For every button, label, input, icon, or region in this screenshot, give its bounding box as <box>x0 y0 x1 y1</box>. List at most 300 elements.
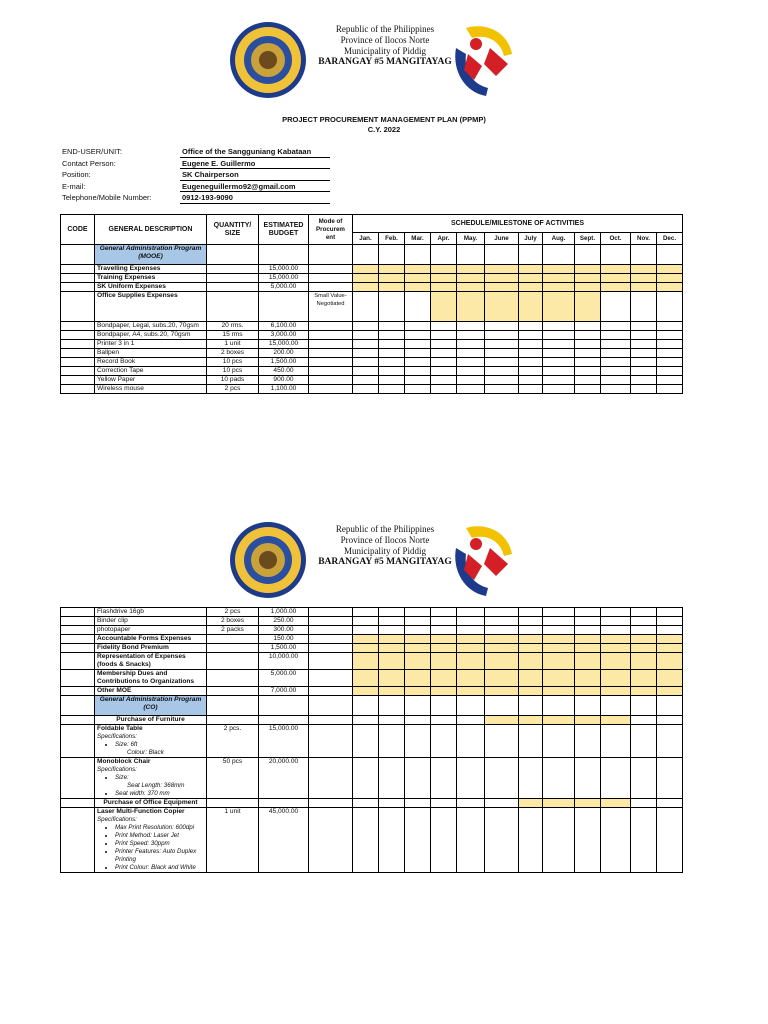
budget-cell <box>259 696 309 716</box>
schedule-cell <box>431 758 457 799</box>
schedule-cell <box>457 608 485 617</box>
month-header: Apr. <box>431 233 457 245</box>
qty-cell <box>207 644 259 653</box>
budget-cell: 1,100.00 <box>259 385 309 394</box>
spec-list <box>97 741 204 749</box>
schedule-cell <box>379 358 405 367</box>
schedule-cell <box>543 635 575 644</box>
schedule-cell <box>575 385 601 394</box>
schedule-cell <box>631 725 657 758</box>
description-cell <box>95 617 207 626</box>
schedule-cell <box>431 331 457 340</box>
schedule-cell <box>405 349 431 358</box>
schedule-cell <box>353 808 379 873</box>
schedule-cell <box>519 385 543 394</box>
schedule-cell <box>601 670 631 687</box>
qty-cell: 20 rms. <box>207 322 259 331</box>
budget-cell: 45,000.00 <box>259 808 309 873</box>
schedule-cell <box>485 292 519 322</box>
mode-cell <box>309 367 353 376</box>
spec-line: Colour: Black <box>127 749 164 756</box>
description-cell <box>95 376 207 385</box>
schedule-cell <box>379 696 405 716</box>
month-header: Dec. <box>657 233 683 245</box>
schedule-cell <box>543 653 575 670</box>
schedule-cell <box>657 725 683 758</box>
schedule-cell <box>405 283 431 292</box>
schedule-cell <box>431 608 457 617</box>
header-line: Municipality of Piddig <box>344 46 426 56</box>
info-row <box>62 192 330 204</box>
description-cell <box>95 265 207 274</box>
schedule-cell <box>379 292 405 322</box>
mode-cell <box>309 376 353 385</box>
qty-cell <box>207 283 259 292</box>
schedule-cell <box>353 758 379 799</box>
schedule-cell <box>543 245 575 265</box>
schedule-cell <box>405 385 431 394</box>
qty-cell: 2 pcs <box>207 385 259 394</box>
schedule-cell <box>519 274 543 283</box>
schedule-cell <box>631 799 657 808</box>
schedule-cell <box>657 644 683 653</box>
schedule-cell <box>379 758 405 799</box>
schedule-cell <box>485 367 519 376</box>
table-row <box>61 808 683 873</box>
schedule-cell <box>575 283 601 292</box>
program-row <box>61 245 683 265</box>
code-cell <box>61 799 95 808</box>
schedule-cell <box>405 340 431 349</box>
schedule-cell <box>353 653 379 670</box>
budget-cell: 1,000.00 <box>259 608 309 617</box>
schedule-cell <box>431 626 457 635</box>
column-header-schedule: SCHEDULE/MILESTONE OF ACTIVITIES <box>353 215 683 233</box>
schedule-cell <box>405 274 431 283</box>
code-cell <box>61 245 95 265</box>
info-value: SK Chairperson <box>180 169 330 181</box>
qty-cell: 2 packs <box>207 626 259 635</box>
description-text: Purchase of Office Equipment <box>103 799 198 806</box>
schedule-cell <box>631 283 657 292</box>
description-text: Purchase of Furniture <box>116 716 185 723</box>
schedule-cell <box>519 265 543 274</box>
mode-cell <box>309 265 353 274</box>
qty-cell: 1 unit <box>207 340 259 349</box>
qty-cell <box>207 635 259 644</box>
schedule-cell <box>543 367 575 376</box>
schedule-cell <box>405 292 431 322</box>
schedule-cell <box>379 716 405 725</box>
mode-cell <box>309 799 353 808</box>
code-cell <box>61 670 95 687</box>
schedule-cell <box>519 808 543 873</box>
column-header-quantity: QUANTITY/ SIZE <box>207 215 259 245</box>
table-row <box>61 376 683 385</box>
schedule-cell <box>601 376 631 385</box>
schedule-cell <box>457 696 485 716</box>
ppmp-table-page-1 <box>60 214 683 394</box>
qty-cell <box>207 670 259 687</box>
schedule-cell <box>485 799 519 808</box>
program-row <box>61 696 683 716</box>
description-text: Membership Dues and Contributions to Organizations <box>97 670 195 685</box>
schedule-cell <box>631 265 657 274</box>
mode-cell <box>309 617 353 626</box>
description-cell <box>95 358 207 367</box>
schedule-cell <box>353 608 379 617</box>
budget-cell: 250.00 <box>259 617 309 626</box>
schedule-cell <box>431 349 457 358</box>
code-cell <box>61 331 95 340</box>
description-text: SK Uniform Expenses <box>97 283 166 290</box>
description-cell <box>95 274 207 283</box>
mode-cell <box>309 808 353 873</box>
schedule-cell <box>457 340 485 349</box>
code-cell <box>61 725 95 758</box>
month-header: Mar. <box>405 233 431 245</box>
schedule-cell <box>431 696 457 716</box>
mode-cell <box>309 644 353 653</box>
description-cell <box>95 687 207 696</box>
schedule-cell <box>657 331 683 340</box>
schedule-cell <box>575 653 601 670</box>
mode-cell <box>309 716 353 725</box>
schedule-cell <box>457 245 485 265</box>
schedule-cell <box>457 626 485 635</box>
description-cell <box>95 670 207 687</box>
budget-cell: 200.00 <box>259 349 309 358</box>
description-text: Travelling Expenses <box>97 265 161 272</box>
schedule-cell <box>657 283 683 292</box>
schedule-cell <box>431 367 457 376</box>
end-user-info <box>62 146 330 204</box>
table-row <box>61 799 683 808</box>
description-cell <box>95 716 207 725</box>
schedule-cell <box>519 653 543 670</box>
schedule-cell <box>353 385 379 394</box>
schedule-cell <box>601 265 631 274</box>
schedule-cell <box>485 696 519 716</box>
table-row <box>61 687 683 696</box>
qty-cell: 2 boxes <box>207 349 259 358</box>
schedule-cell <box>543 358 575 367</box>
description-text: Flashdrive 16gb <box>97 608 144 615</box>
schedule-cell <box>379 322 405 331</box>
barangay-seal-icon <box>228 20 308 100</box>
code-cell <box>61 349 95 358</box>
schedule-cell <box>485 385 519 394</box>
schedule-cell <box>575 274 601 283</box>
schedule-cell <box>405 799 431 808</box>
schedule-cell <box>543 385 575 394</box>
schedule-cell <box>657 653 683 670</box>
code-cell <box>61 358 95 367</box>
table-row <box>61 725 683 758</box>
description-text: Bondpaper, Legal, subs.20, 70gsm <box>97 322 199 329</box>
spec-item: • Size: <box>115 774 204 782</box>
qty-cell <box>207 245 259 265</box>
mode-cell <box>309 349 353 358</box>
schedule-cell <box>353 617 379 626</box>
schedule-cell <box>601 331 631 340</box>
info-row <box>62 169 330 181</box>
mode-cell <box>309 274 353 283</box>
schedule-cell <box>519 799 543 808</box>
schedule-cell <box>405 367 431 376</box>
table-row <box>61 265 683 274</box>
schedule-cell <box>485 808 519 873</box>
schedule-cell <box>457 265 485 274</box>
specifications <box>97 766 204 798</box>
code-cell <box>61 376 95 385</box>
budget-cell <box>259 245 309 265</box>
code-cell <box>61 644 95 653</box>
code-cell <box>61 626 95 635</box>
schedule-cell <box>631 716 657 725</box>
schedule-cell <box>485 608 519 617</box>
schedule-cell <box>543 283 575 292</box>
barangay-name: BARANGAY #5 MANGITAYAG <box>318 57 452 67</box>
schedule-cell <box>575 635 601 644</box>
qty-cell: 10 pcs <box>207 367 259 376</box>
schedule-cell <box>575 367 601 376</box>
schedule-cell <box>657 322 683 331</box>
letterhead-text <box>310 524 460 568</box>
schedule-cell <box>601 245 631 265</box>
schedule-cell <box>457 725 485 758</box>
schedule-cell <box>575 716 601 725</box>
schedule-cell <box>631 331 657 340</box>
schedule-cell <box>379 376 405 385</box>
barangay-seal-icon <box>228 520 308 600</box>
schedule-cell <box>431 617 457 626</box>
schedule-cell <box>575 292 601 322</box>
schedule-cell <box>575 758 601 799</box>
budget-cell: 450.00 <box>259 367 309 376</box>
description-cell <box>95 331 207 340</box>
schedule-cell <box>543 626 575 635</box>
info-value: 0912-193-9090 <box>180 192 330 204</box>
schedule-cell <box>657 274 683 283</box>
schedule-cell <box>631 367 657 376</box>
letterhead-2 <box>0 518 768 613</box>
column-header-code: CODE <box>61 215 95 245</box>
schedule-cell <box>631 340 657 349</box>
schedule-cell <box>601 799 631 808</box>
schedule-cell <box>457 687 485 696</box>
schedule-cell <box>543 799 575 808</box>
budget-cell: 6,100.00 <box>259 322 309 331</box>
mode-cell <box>309 331 353 340</box>
budget-cell: 10,000.00 <box>259 653 309 670</box>
description-text: Monoblock Chair <box>97 758 151 765</box>
title-year: C.Y. 2022 <box>367 125 401 134</box>
schedule-cell <box>657 808 683 873</box>
schedule-cell <box>405 687 431 696</box>
spec-line: Seat Length: 368mm <box>127 782 185 789</box>
schedule-cell <box>601 283 631 292</box>
schedule-cell <box>575 670 601 687</box>
description-text: Foldable Table <box>97 725 143 732</box>
schedule-cell <box>601 367 631 376</box>
schedule-cell <box>631 322 657 331</box>
schedule-cell <box>575 358 601 367</box>
schedule-cell <box>353 245 379 265</box>
schedule-cell <box>379 617 405 626</box>
description-text: Training Expenses <box>97 274 156 281</box>
table-row <box>61 670 683 687</box>
spec-line: Specifications: <box>97 766 137 773</box>
info-row <box>62 158 330 170</box>
budget-cell: 15,000.00 <box>259 265 309 274</box>
description-text: Binder clip <box>97 617 128 624</box>
schedule-cell <box>379 385 405 394</box>
schedule-cell <box>431 245 457 265</box>
budget-cell: 5,000.00 <box>259 283 309 292</box>
month-header: Aug. <box>543 233 575 245</box>
schedule-cell <box>353 349 379 358</box>
schedule-cell <box>601 716 631 725</box>
schedule-cell <box>575 696 601 716</box>
budget-cell: 5,000.00 <box>259 670 309 687</box>
code-cell <box>61 808 95 873</box>
schedule-cell <box>519 716 543 725</box>
table-row <box>61 626 683 635</box>
budget-cell: 300.00 <box>259 626 309 635</box>
schedule-cell <box>485 687 519 696</box>
description-cell <box>95 292 207 322</box>
schedule-cell <box>519 725 543 758</box>
code-cell <box>61 696 95 716</box>
schedule-cell <box>379 725 405 758</box>
description-cell <box>95 799 207 808</box>
budget-cell: 1,500.00 <box>259 358 309 367</box>
code-cell <box>61 367 95 376</box>
header-line: Republic of the Philippines <box>335 24 435 34</box>
description-cell <box>95 725 207 758</box>
schedule-cell <box>379 367 405 376</box>
budget-cell: 15,000.00 <box>259 725 309 758</box>
schedule-cell <box>485 653 519 670</box>
mode-cell <box>309 687 353 696</box>
schedule-cell <box>353 340 379 349</box>
qty-cell: 2 pcs <box>207 608 259 617</box>
schedule-cell <box>631 358 657 367</box>
schedule-cell <box>631 635 657 644</box>
schedule-cell <box>431 670 457 687</box>
schedule-cell <box>657 799 683 808</box>
header-row <box>61 215 683 233</box>
qty-cell <box>207 265 259 274</box>
budget-cell: 20,000.00 <box>259 758 309 799</box>
column-header-mode: Mode of Procurem ent <box>309 215 353 245</box>
schedule-cell <box>353 670 379 687</box>
mode-cell: Small Value-Negotiated <box>309 292 353 322</box>
schedule-cell <box>457 349 485 358</box>
description-cell <box>95 635 207 644</box>
schedule-cell <box>631 626 657 635</box>
budget-cell <box>259 716 309 725</box>
schedule-cell <box>405 617 431 626</box>
schedule-cell <box>485 617 519 626</box>
schedule-cell <box>601 349 631 358</box>
schedule-cell <box>405 716 431 725</box>
month-header: Oct. <box>601 233 631 245</box>
schedule-cell <box>543 808 575 873</box>
schedule-cell <box>485 349 519 358</box>
schedule-cell <box>575 687 601 696</box>
schedule-cell <box>543 617 575 626</box>
schedule-cell <box>631 808 657 873</box>
schedule-cell <box>457 635 485 644</box>
schedule-cell <box>457 292 485 322</box>
schedule-cell <box>543 274 575 283</box>
schedule-cell <box>379 653 405 670</box>
letterhead-text <box>310 24 460 68</box>
schedule-cell <box>543 758 575 799</box>
schedule-cell <box>631 670 657 687</box>
budget-cell: 150.00 <box>259 635 309 644</box>
schedule-cell <box>379 808 405 873</box>
mode-cell <box>309 626 353 635</box>
qty-cell <box>207 696 259 716</box>
schedule-cell <box>519 758 543 799</box>
schedule-cell <box>485 358 519 367</box>
schedule-cell <box>601 808 631 873</box>
schedule-cell <box>353 725 379 758</box>
schedule-cell <box>631 653 657 670</box>
schedule-cell <box>431 265 457 274</box>
schedule-cell <box>631 292 657 322</box>
schedule-cell <box>353 687 379 696</box>
code-cell <box>61 385 95 394</box>
table-row <box>61 283 683 292</box>
ppmp-table-page-2 <box>60 607 683 873</box>
info-row <box>62 181 330 193</box>
month-header: Feb. <box>379 233 405 245</box>
spec-list <box>97 774 204 782</box>
info-label: Contact Person: <box>62 158 116 168</box>
code-cell <box>61 687 95 696</box>
spec-item: • Print Speed: 30ppm <box>115 840 204 848</box>
description-cell: General Administration Program (CO) <box>95 696 207 716</box>
schedule-cell <box>485 283 519 292</box>
schedule-cell <box>543 340 575 349</box>
code-cell <box>61 265 95 274</box>
schedule-cell <box>353 322 379 331</box>
column-header-description: GENERAL DESCRIPTION <box>95 215 207 245</box>
schedule-cell <box>457 716 485 725</box>
schedule-cell <box>601 617 631 626</box>
schedule-cell <box>353 292 379 322</box>
schedule-cell <box>485 670 519 687</box>
schedule-cell <box>601 608 631 617</box>
schedule-cell <box>631 644 657 653</box>
schedule-cell <box>575 331 601 340</box>
spec-item: • Size: 6ft <box>115 741 204 749</box>
schedule-cell <box>431 725 457 758</box>
code-cell <box>61 274 95 283</box>
schedule-cell <box>575 617 601 626</box>
schedule-cell <box>519 349 543 358</box>
description-cell <box>95 283 207 292</box>
schedule-cell <box>485 322 519 331</box>
schedule-cell <box>457 283 485 292</box>
schedule-cell <box>657 245 683 265</box>
table-row <box>61 617 683 626</box>
description-cell <box>95 653 207 670</box>
